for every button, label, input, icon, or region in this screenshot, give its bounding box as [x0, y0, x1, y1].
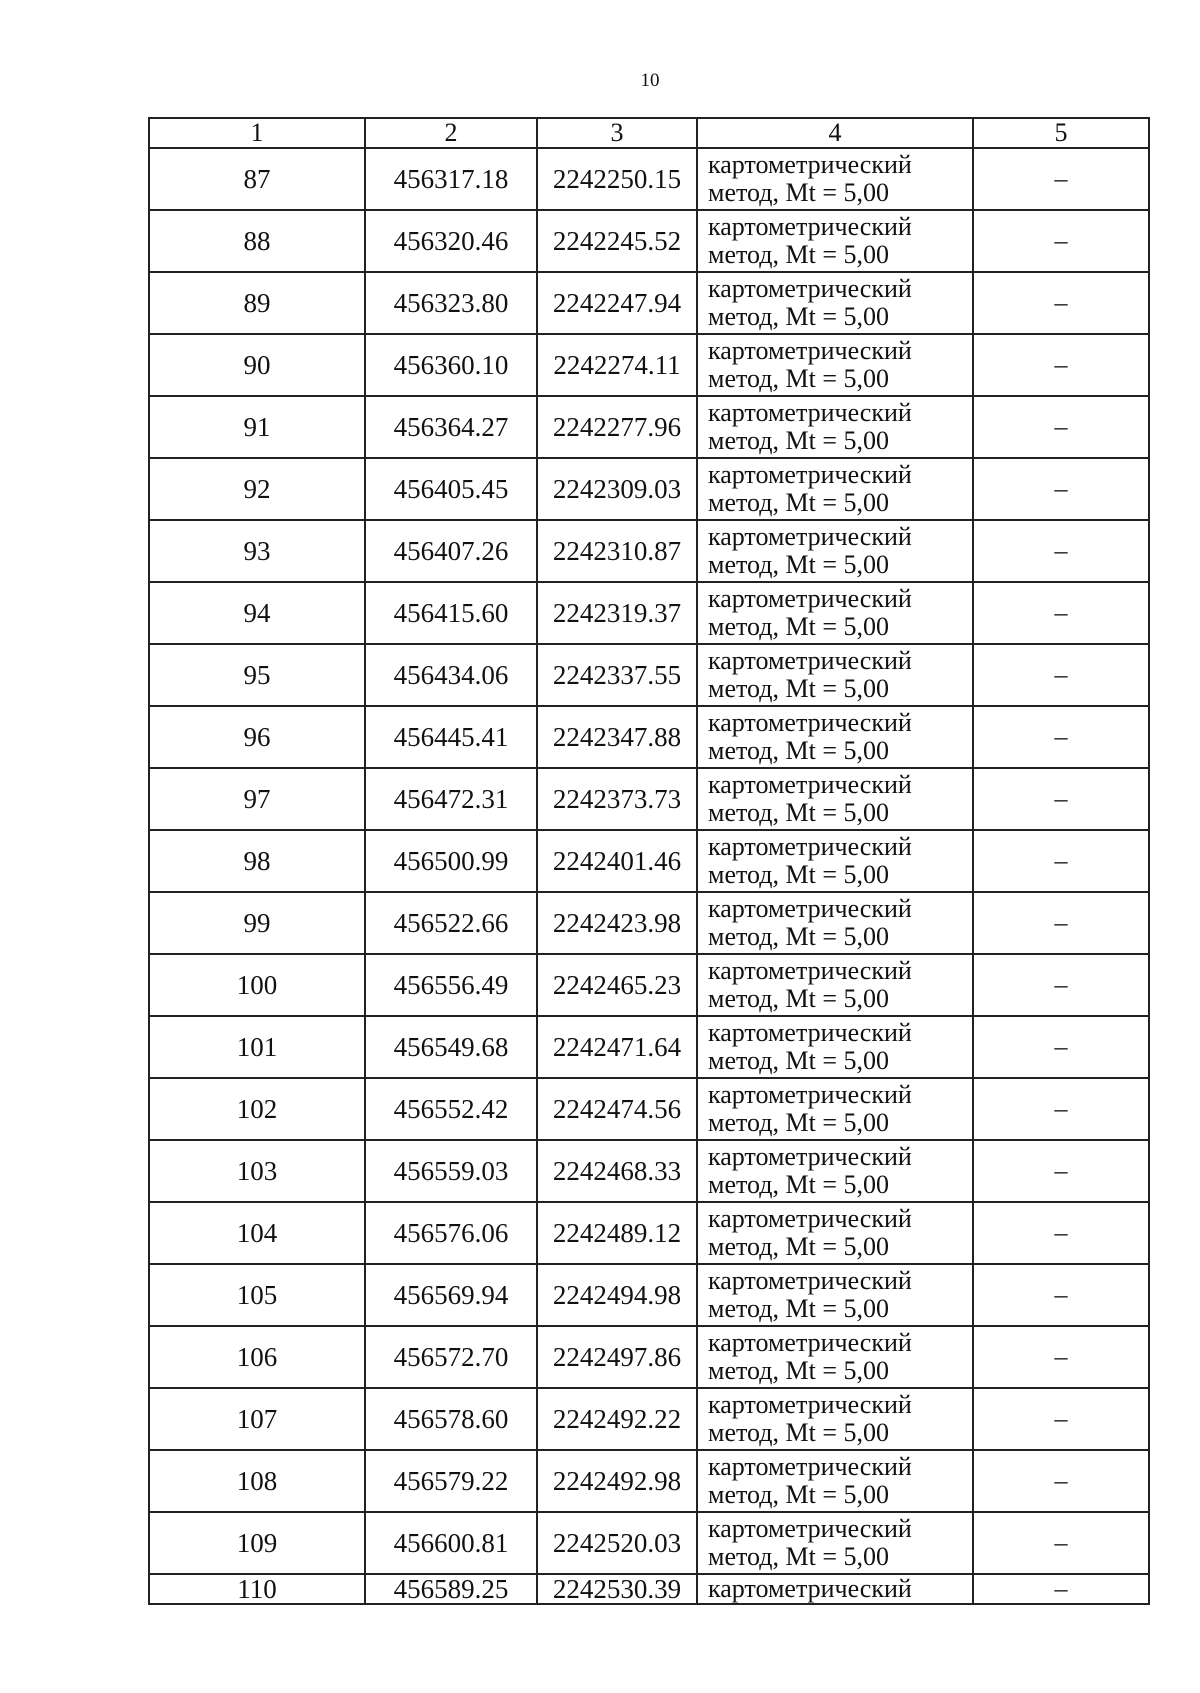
method-line-2: метод, Mt = 5,00	[708, 984, 889, 1013]
x-coordinate-cell: 456589.25	[365, 1574, 537, 1604]
table-row	[149, 1264, 1149, 1326]
method-line-2: метод, Mt = 5,00	[708, 302, 889, 331]
method-line-2: метод, Mt = 5,00	[708, 1046, 889, 1075]
y-coordinate-cell: 2242277.96	[537, 396, 697, 458]
method-line-1: картометрический	[708, 770, 912, 799]
x-coordinate-cell: 456445.41	[365, 706, 537, 768]
x-coordinate-cell: 456549.68	[365, 1016, 537, 1078]
page-number: 10	[640, 70, 660, 91]
x-coordinate-cell: 456323.80	[365, 272, 537, 334]
point-number-cell: 97	[149, 768, 365, 830]
y-coordinate-cell: 2242245.52	[537, 210, 697, 272]
y-coordinate-cell: 2242530.39	[537, 1574, 697, 1604]
method-line-2: метод, Mt = 5,00	[708, 1356, 889, 1385]
y-coordinate-cell: 2242492.98	[537, 1450, 697, 1512]
method-line-1: картометрический	[708, 1574, 912, 1603]
note-cell: –	[973, 1326, 1149, 1388]
x-coordinate-cell: 456522.66	[365, 892, 537, 954]
method-line-2: метод, Mt = 5,00	[708, 240, 889, 269]
note-cell: –	[973, 520, 1149, 582]
note-cell: –	[973, 582, 1149, 644]
method-cell	[697, 706, 973, 768]
table-row	[149, 148, 1149, 210]
method-line-1: картометрический	[708, 956, 912, 985]
method-line-1: картометрический	[708, 584, 912, 613]
table-row	[149, 1078, 1149, 1140]
method-line-1: картометрический	[708, 1514, 912, 1543]
method-cell	[697, 1264, 973, 1326]
x-coordinate-cell: 456405.45	[365, 458, 537, 520]
point-number-cell: 110	[149, 1574, 365, 1604]
table-row	[149, 830, 1149, 892]
point-number-cell: 104	[149, 1202, 365, 1264]
table-row	[149, 892, 1149, 954]
header-col-2: 2	[365, 118, 537, 148]
x-coordinate-cell: 456569.94	[365, 1264, 537, 1326]
table-row	[149, 520, 1149, 582]
method-line-1: картометрический	[708, 894, 912, 923]
method-line-2: метод, Mt = 5,00	[708, 860, 889, 889]
x-coordinate-cell: 456556.49	[365, 954, 537, 1016]
method-line-1: картометрический	[708, 1080, 912, 1109]
y-coordinate-cell: 2242497.86	[537, 1326, 697, 1388]
y-coordinate-cell: 2242319.37	[537, 582, 697, 644]
method-cell	[697, 644, 973, 706]
y-coordinate-cell: 2242423.98	[537, 892, 697, 954]
point-number-cell: 103	[149, 1140, 365, 1202]
table-row	[149, 1388, 1149, 1450]
method-line-1: картометрический	[708, 1452, 912, 1481]
point-number-cell: 101	[149, 1016, 365, 1078]
method-line-1: картометрический	[708, 832, 912, 861]
table-header	[149, 118, 1149, 148]
point-number-cell: 105	[149, 1264, 365, 1326]
point-number-cell: 106	[149, 1326, 365, 1388]
table-body	[149, 148, 1149, 1604]
x-coordinate-cell: 456500.99	[365, 830, 537, 892]
note-cell: –	[973, 1264, 1149, 1326]
y-coordinate-cell: 2242401.46	[537, 830, 697, 892]
method-cell	[697, 148, 973, 210]
method-line-2: метод, Mt = 5,00	[708, 1480, 889, 1509]
table-row	[149, 1202, 1149, 1264]
point-number-cell: 108	[149, 1450, 365, 1512]
method-cell	[697, 1016, 973, 1078]
y-coordinate-cell: 2242247.94	[537, 272, 697, 334]
note-cell: –	[973, 1512, 1149, 1574]
x-coordinate-cell: 456576.06	[365, 1202, 537, 1264]
method-line-2: метод, Mt = 5,00	[708, 364, 889, 393]
point-number-cell: 91	[149, 396, 365, 458]
table-row	[149, 954, 1149, 1016]
method-line-1: картометрический	[708, 708, 912, 737]
method-line-2: метод, Mt = 5,00	[708, 1170, 889, 1199]
y-coordinate-cell: 2242489.12	[537, 1202, 697, 1264]
y-coordinate-cell: 2242520.03	[537, 1512, 697, 1574]
x-coordinate-cell: 456552.42	[365, 1078, 537, 1140]
method-line-1: картометрический	[708, 398, 912, 427]
x-coordinate-cell: 456472.31	[365, 768, 537, 830]
method-line-1: картометрический	[708, 1390, 912, 1419]
method-cell	[697, 582, 973, 644]
header-row	[149, 118, 1149, 148]
note-cell: –	[973, 892, 1149, 954]
note-cell: –	[973, 954, 1149, 1016]
x-coordinate-cell: 456360.10	[365, 334, 537, 396]
table-row	[149, 1512, 1149, 1574]
method-line-2: метод, Mt = 5,00	[708, 426, 889, 455]
note-cell: –	[973, 1388, 1149, 1450]
y-coordinate-cell: 2242492.22	[537, 1388, 697, 1450]
table-row	[149, 582, 1149, 644]
method-cell	[697, 396, 973, 458]
method-line-2: метод, Mt = 5,00	[708, 1108, 889, 1137]
point-number-cell: 96	[149, 706, 365, 768]
table-row	[149, 1574, 1149, 1604]
y-coordinate-cell: 2242309.03	[537, 458, 697, 520]
method-line-2: метод, Mt = 5,00	[708, 550, 889, 579]
note-cell: –	[973, 334, 1149, 396]
method-cell	[697, 334, 973, 396]
y-coordinate-cell: 2242310.87	[537, 520, 697, 582]
table-row	[149, 1450, 1149, 1512]
method-line-2: метод, Mt = 5,00	[708, 488, 889, 517]
note-cell: –	[973, 1574, 1149, 1604]
method-line-1: картометрический	[708, 1142, 912, 1171]
method-line-2: метод, Mt = 5,00	[708, 798, 889, 827]
table-row	[149, 272, 1149, 334]
note-cell: –	[973, 768, 1149, 830]
method-line-2: метод, Mt = 5,00	[708, 1232, 889, 1261]
y-coordinate-cell: 2242474.56	[537, 1078, 697, 1140]
table-row	[149, 706, 1149, 768]
method-cell	[697, 768, 973, 830]
x-coordinate-cell: 456407.26	[365, 520, 537, 582]
method-line-2: метод, Mt = 5,00	[708, 674, 889, 703]
method-line-2: метод, Mt = 5,00	[708, 922, 889, 951]
method-line-1: картометрический	[708, 1204, 912, 1233]
x-coordinate-cell: 456579.22	[365, 1450, 537, 1512]
method-cell	[697, 954, 973, 1016]
x-coordinate-cell: 456320.46	[365, 210, 537, 272]
point-number-cell: 102	[149, 1078, 365, 1140]
table-row	[149, 1326, 1149, 1388]
note-cell: –	[973, 830, 1149, 892]
method-line-1: картометрический	[708, 522, 912, 551]
point-number-cell: 92	[149, 458, 365, 520]
point-number-cell: 100	[149, 954, 365, 1016]
point-number-cell: 87	[149, 148, 365, 210]
point-number-cell: 93	[149, 520, 365, 582]
y-coordinate-cell: 2242465.23	[537, 954, 697, 1016]
x-coordinate-cell: 456317.18	[365, 148, 537, 210]
note-cell: –	[973, 1202, 1149, 1264]
method-cell	[697, 210, 973, 272]
method-cell	[697, 1512, 973, 1574]
note-cell: –	[973, 1016, 1149, 1078]
method-line-1: картометрический	[708, 1328, 912, 1357]
x-coordinate-cell: 456434.06	[365, 644, 537, 706]
note-cell: –	[973, 210, 1149, 272]
note-cell: –	[973, 148, 1149, 210]
method-cell	[697, 1388, 973, 1450]
x-coordinate-cell: 456572.70	[365, 1326, 537, 1388]
point-number-cell: 109	[149, 1512, 365, 1574]
method-line-2: метод, Mt = 5,00	[708, 612, 889, 641]
table-row	[149, 458, 1149, 520]
method-line-1: картометрический	[708, 212, 912, 241]
point-number-cell: 89	[149, 272, 365, 334]
table-row	[149, 1140, 1149, 1202]
header-col-1: 1	[149, 118, 365, 148]
point-number-cell: 90	[149, 334, 365, 396]
table-row	[149, 396, 1149, 458]
header-col-5: 5	[973, 118, 1149, 148]
x-coordinate-cell: 456415.60	[365, 582, 537, 644]
y-coordinate-cell: 2242468.33	[537, 1140, 697, 1202]
method-cell	[697, 830, 973, 892]
method-cell	[697, 892, 973, 954]
method-line-1: картометрический	[708, 1266, 912, 1295]
x-coordinate-cell: 456559.03	[365, 1140, 537, 1202]
table-row	[149, 1016, 1149, 1078]
method-line-2: метод, Mt = 5,00	[708, 1418, 889, 1447]
y-coordinate-cell: 2242274.11	[537, 334, 697, 396]
method-line-1: картометрический	[708, 274, 912, 303]
note-cell: –	[973, 458, 1149, 520]
method-cell	[697, 1078, 973, 1140]
header-col-3: 3	[537, 118, 697, 148]
y-coordinate-cell: 2242471.64	[537, 1016, 697, 1078]
method-cell	[697, 1450, 973, 1512]
table-row	[149, 210, 1149, 272]
table-row	[149, 644, 1149, 706]
note-cell: –	[973, 1140, 1149, 1202]
table-row	[149, 768, 1149, 830]
method-line-1: картометрический	[708, 150, 912, 179]
x-coordinate-cell: 456364.27	[365, 396, 537, 458]
x-coordinate-cell: 456578.60	[365, 1388, 537, 1450]
method-line-2: метод, Mt = 5,00	[708, 178, 889, 207]
method-cell	[697, 1574, 973, 1604]
method-line-2: метод, Mt = 5,00	[708, 1294, 889, 1323]
point-number-cell: 107	[149, 1388, 365, 1450]
method-line-2: метод, Mt = 5,00	[708, 1542, 889, 1571]
method-line-1: картометрический	[708, 336, 912, 365]
coordinates-table	[148, 117, 1150, 1605]
y-coordinate-cell: 2242494.98	[537, 1264, 697, 1326]
method-cell	[697, 1140, 973, 1202]
method-cell	[697, 1202, 973, 1264]
y-coordinate-cell: 2242250.15	[537, 148, 697, 210]
method-cell	[697, 458, 973, 520]
y-coordinate-cell: 2242373.73	[537, 768, 697, 830]
note-cell: –	[973, 396, 1149, 458]
method-line-1: картометрический	[708, 460, 912, 489]
method-line-1: картометрический	[708, 646, 912, 675]
method-cell	[697, 520, 973, 582]
note-cell: –	[973, 272, 1149, 334]
table-row	[149, 334, 1149, 396]
y-coordinate-cell: 2242337.55	[537, 644, 697, 706]
point-number-cell: 95	[149, 644, 365, 706]
note-cell: –	[973, 706, 1149, 768]
method-cell	[697, 272, 973, 334]
note-cell: –	[973, 1078, 1149, 1140]
method-line-2: метод, Mt = 5,00	[708, 736, 889, 765]
point-number-cell: 99	[149, 892, 365, 954]
point-number-cell: 98	[149, 830, 365, 892]
point-number-cell: 94	[149, 582, 365, 644]
note-cell: –	[973, 1450, 1149, 1512]
method-cell	[697, 1326, 973, 1388]
point-number-cell: 88	[149, 210, 365, 272]
y-coordinate-cell: 2242347.88	[537, 706, 697, 768]
header-col-4: 4	[697, 118, 973, 148]
method-line-1: картометрический	[708, 1018, 912, 1047]
x-coordinate-cell: 456600.81	[365, 1512, 537, 1574]
note-cell: –	[973, 644, 1149, 706]
